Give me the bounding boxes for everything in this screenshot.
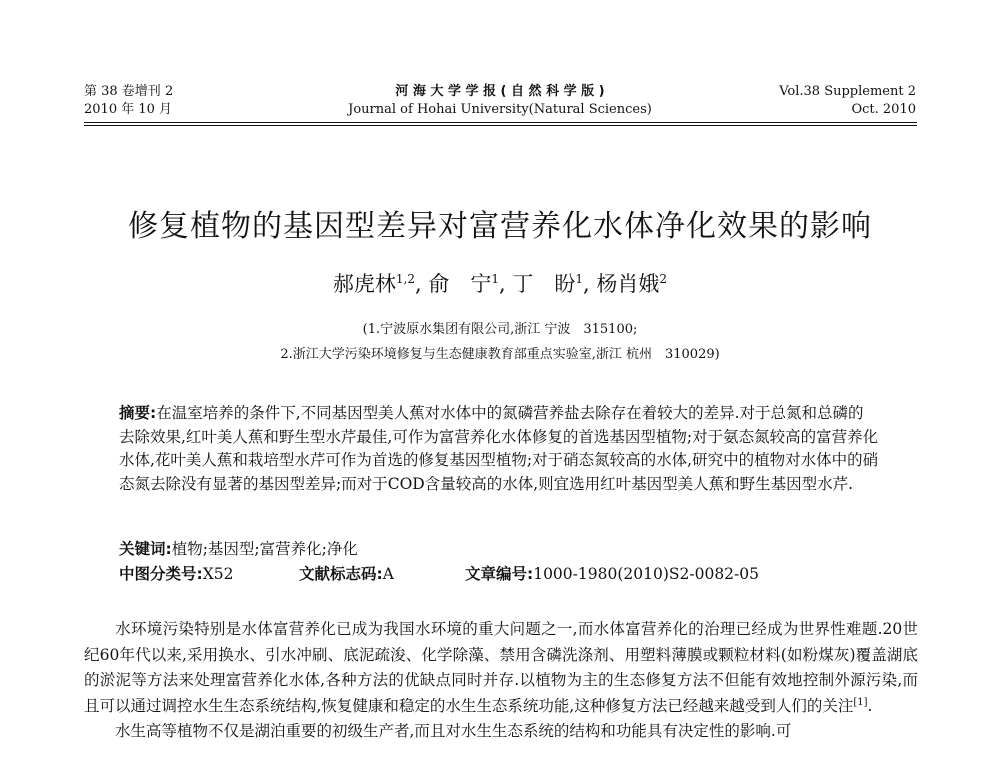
body-paragraph-1: 水环境污染特别是水体富营养化已成为我国水环境的重大问题之一,而水体富营养化的治理已经成为世界性难题.20世纪60年代以来,采用换水、引水冲刷、底泥疏浚、化学除藻、禁用含磷洗涤剂、用塑料薄膜或颗粒材料(如粉煤灰)覆盖湖底的淤泥等方法来处理富营养化水体,各种方法的优缺点同时并存.以植物为主的生态修复方法不但能有效地控制外源污染,而且可以通过调控水生生态系统结构,恢复健康和稳定的水生生态系统功能,这种修复方法已经越来越受到人们的关注[1].: [84, 620, 918, 715]
affiliation-1: (1.宁波原水集团有限公司,浙江 宁波 315100;: [362, 322, 638, 337]
affiliation-2: 2.浙江大学污染环境修复与生态健康教育部重点实验室,浙江 杭州 310029): [280, 347, 720, 362]
article-number: 文章编号:1000-1980(2010)S2-0082-05: [465, 565, 759, 583]
document-code: 文献标志码:A: [299, 565, 394, 583]
author-4: 杨肖娥$^2$: [596, 272, 668, 296]
publication-date: 2010 年 10 月: [84, 102, 173, 117]
author-list: [0, 268, 1000, 298]
journal-name-en: Journal of Hohai University(Natural Sciences): [348, 102, 652, 117]
journal-name-cn: 河 海 大 学 学 报 ( 自 然 科 学 版 ): [395, 84, 605, 99]
classification-line: [119, 562, 759, 584]
body-text: [84, 617, 918, 745]
body-paragraph-2: 水生高等植物不仅是湖泊重要的初级生产者,而且对水生生态系统的结构和功能具有决定性的影响.可: [115, 722, 792, 740]
journal-volume-info: [84, 83, 173, 119]
author-1: 郝虎林$^{1,2}$,: [332, 272, 422, 296]
header-rule-bottom: [84, 125, 917, 126]
author-2: 俞 宁$^1$,: [428, 272, 506, 296]
journal-volume-en: [779, 83, 916, 119]
volume-en: Vol.38 Supplement 2: [779, 84, 916, 99]
date-en: Oct. 2010: [851, 102, 916, 117]
abstract-text: 在温室培养的条件下,不同基因型美人蕉对水体中的氮磷营养盐去除存在着较大的差异.对于总氮和总磷的去除效果,红叶美人蕉和野生型水芹最佳,可作为富营养化水体修复的首选基因型植物;对于氨态氮较高的富营养化水体,花叶美人蕉和栽培型水芹可作为首选的修复基因型植物;对于硝态氮较高的水体,研究中的植物对水体中的硝态氮去除没有显著的基因型差异;而对于COD含量较高的水体,则宜选用红叶基因型美人蕉和野生基因型水芹.: [119, 404, 879, 493]
header-rule-top: [84, 122, 917, 123]
clc-number: 中图分类号:X52: [119, 565, 234, 583]
abstract: [119, 402, 879, 496]
keywords-text: 植物;基因型;富营养化;净化: [171, 540, 358, 558]
keywords: [119, 537, 358, 559]
keywords-label: 关键词:: [119, 540, 172, 558]
author-3: 丁 盼$^1$,: [512, 272, 590, 296]
abstract-label: 摘要:: [119, 404, 157, 422]
paper-title: 修复植物的基因型差异对富营养化水体净化效果的影响: [128, 209, 872, 244]
reference-marker: [1]: [853, 696, 868, 708]
journal-name: [250, 83, 750, 119]
volume-issue: 第 38 卷增刊 2: [84, 84, 174, 99]
